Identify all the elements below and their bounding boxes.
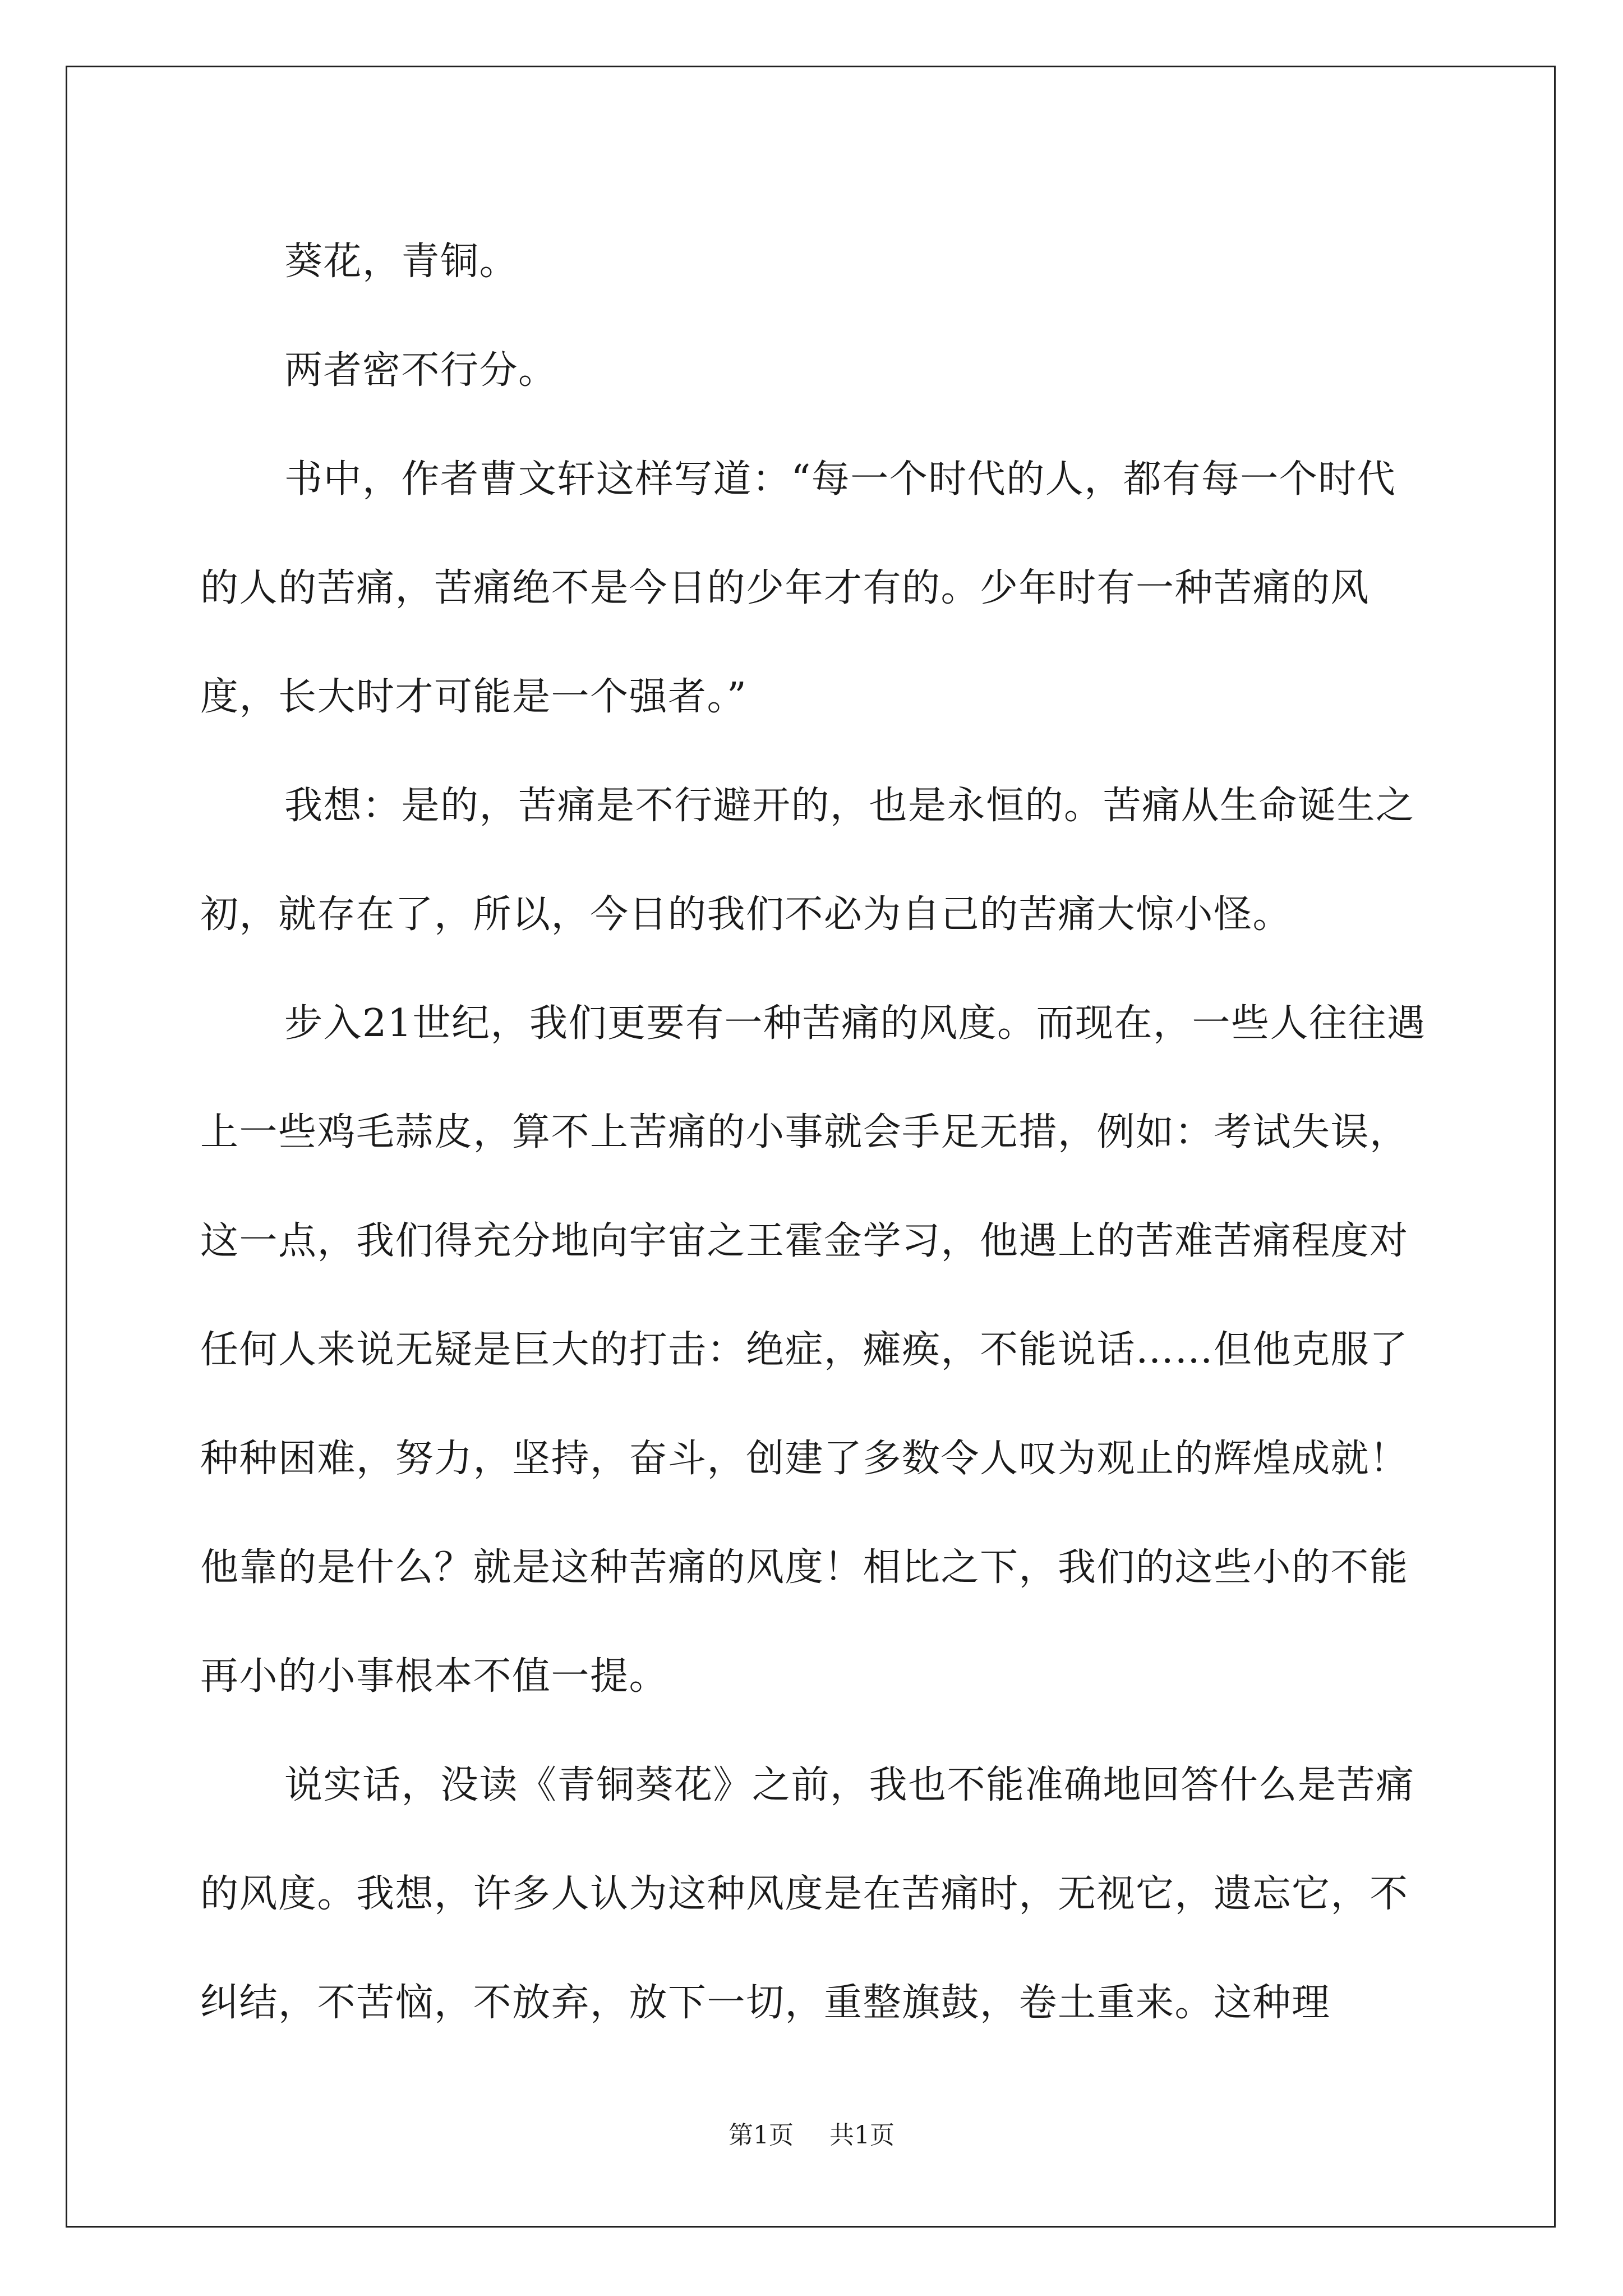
- paragraph: 我想：是的，苦痛是不行避开的，也是永恒的。苦痛从生命诞生之初，就存在了，所以，今日的我们不必为自己的苦痛大惊小怪。: [200, 784, 1415, 937]
- paragraph: 两者密不行分。: [284, 348, 557, 393]
- document-body: [200, 208, 1434, 2058]
- paragraph: 书中，作者曹文轩这样写道：“每一个时代的人，都有每一个时代的人的苦痛，苦痛绝不是今日的少年才有的。少年时有一种苦痛的风度，长大时才可能是一个强者。”: [200, 457, 1396, 719]
- paragraph: 步入21世纪，我们更要有一种苦痛的风度。而现在，一些人往往遇上一些鸡毛蒜皮，算不上苦痛的小事就会手足无措，例如：考试失误，这一点，我们得充分地向宇宙之王霍金学习，他遇上的苦难苦痛程度对任何人来说无疑是巨大的打击：绝症，瘫痪，不能说话……但他克服了种种困难，努力，坚持，奋斗，创建了多数令人叹为观止的辉煌成就！他靠的是什么？就是这种苦痛的风度！相比之下，我们的这些小的不能再小的小事根本不值一提。: [200, 1001, 1426, 1699]
- page-number: 第1页: [728, 2121, 794, 2150]
- paragraph: 葵花，青铜。: [284, 240, 519, 284]
- paragraph: 说实话，没读《青铜葵花》之前，我也不能准确地回答什么是苦痛的风度。我想，许多人认为这种风度是在苦痛时，无视它，遗忘它，不纠结，不苦恼，不放弃，放下一切，重整旗鼓，卷土重来。这种理: [200, 1763, 1415, 2025]
- page-total: 共1页: [829, 2121, 895, 2150]
- page-footer: [0, 2115, 1623, 2151]
